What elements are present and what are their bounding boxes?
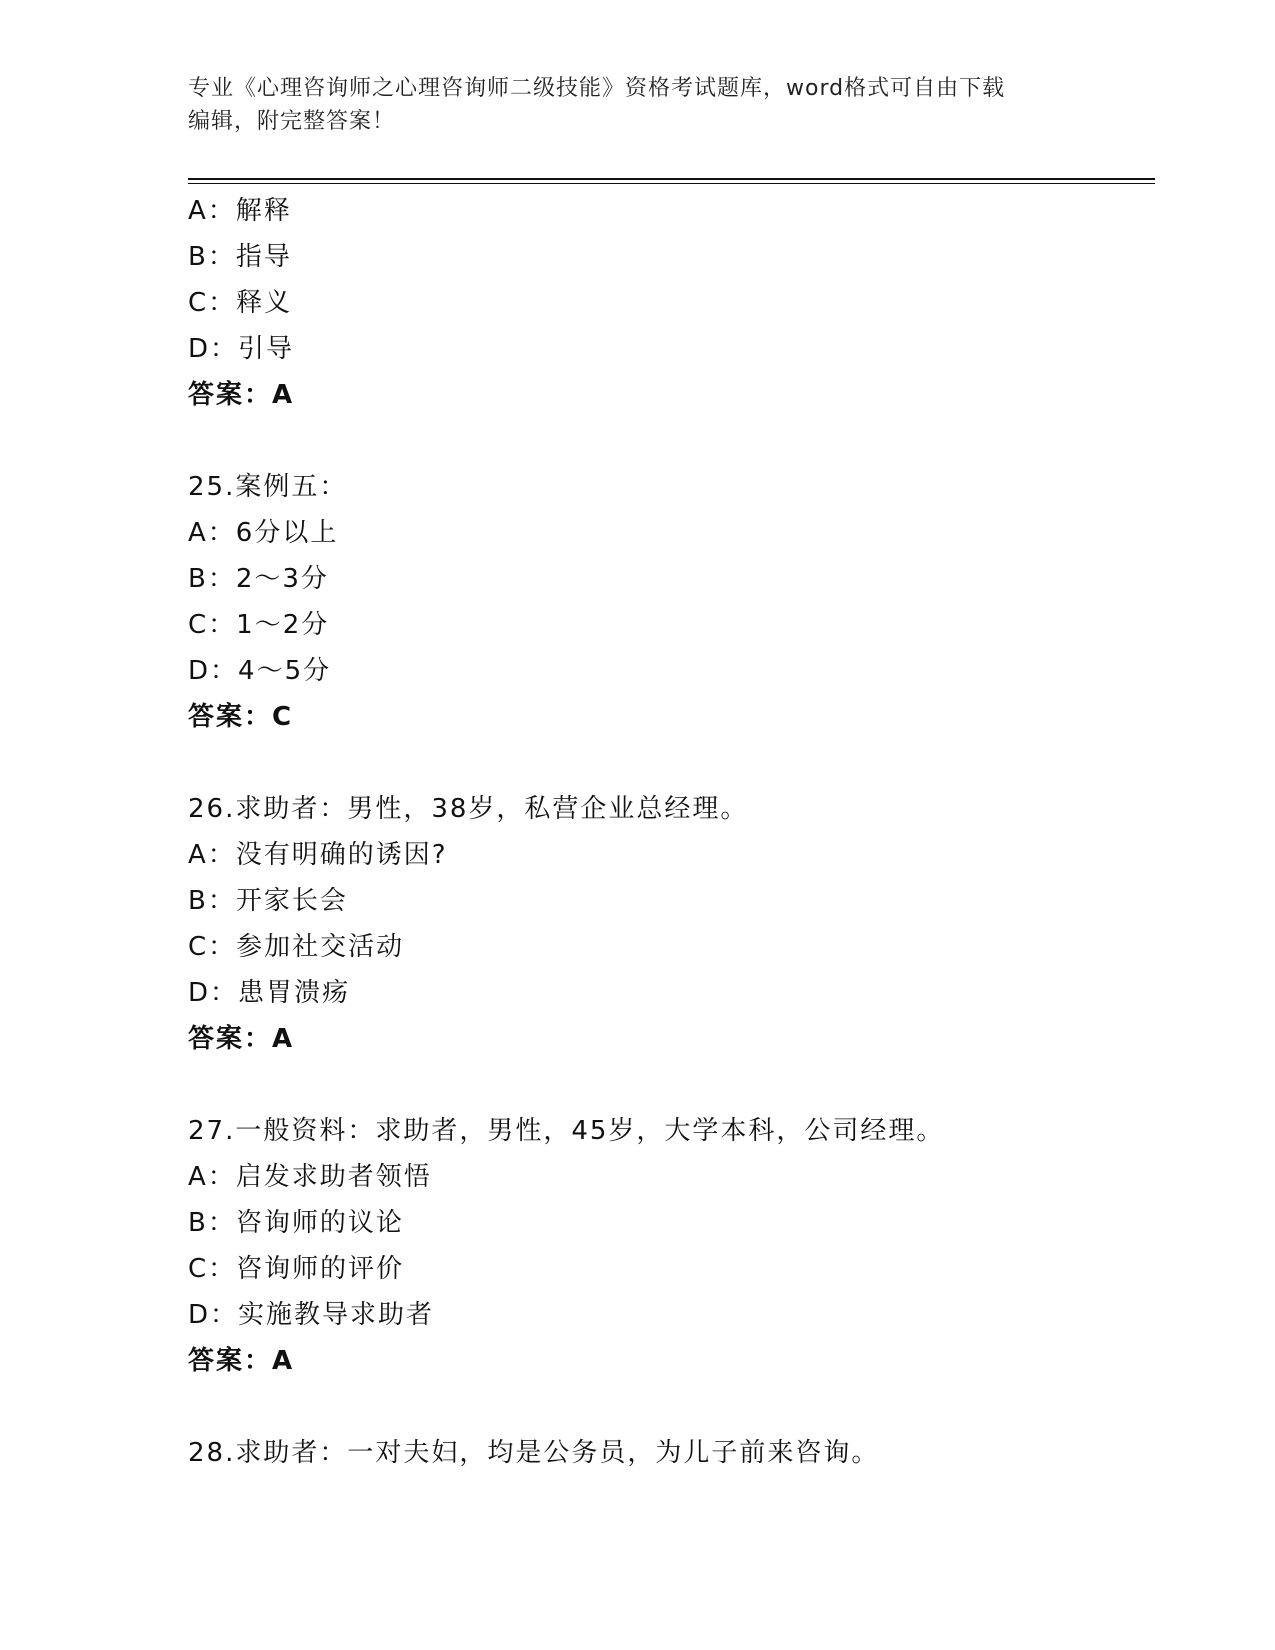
header-line-1: 专业《心理咨询师之心理咨询师二级技能》资格考试题库，word格式可自由下载 — [188, 76, 1006, 101]
answer-line: 答案：A — [188, 1346, 295, 1376]
header-divider-thin — [188, 183, 1155, 184]
header-line-2: 编辑，附完整答案！ — [188, 109, 396, 134]
question-stem: 25.案例五： — [188, 472, 348, 502]
option-a: A：解释 — [188, 196, 292, 226]
question-stem: 26.求助者：男性，38岁，私营企业总经理。 — [188, 794, 749, 824]
option-a: A：6分以上 — [188, 518, 339, 548]
option-a: A：启发求助者领悟 — [188, 1162, 432, 1192]
question-stem: 27.一般资料：求助者，男性，45岁，大学本科，公司经理。 — [188, 1116, 945, 1146]
question-25 — [188, 464, 1148, 740]
question-list — [188, 188, 1148, 1476]
question-28 — [188, 1430, 1148, 1476]
document-header — [188, 72, 1088, 138]
option-b: B：咨询师的议论 — [188, 1208, 404, 1238]
header-divider-thick — [188, 178, 1155, 180]
answer-line: 答案：C — [188, 702, 294, 732]
option-d: D：4～5分 — [188, 656, 332, 686]
option-c: C：参加社交活动 — [188, 932, 405, 962]
option-c: C：1～2分 — [188, 610, 330, 640]
option-b: B：2～3分 — [188, 564, 329, 594]
option-c: C：咨询师的评价 — [188, 1254, 405, 1284]
option-d: D：引导 — [188, 334, 295, 364]
question-27 — [188, 1108, 1148, 1384]
question-stem: 28.求助者：一对夫妇，均是公务员，为儿子前来咨询。 — [188, 1438, 880, 1468]
option-a: A：没有明确的诱因? — [188, 840, 448, 870]
question-26 — [188, 786, 1148, 1062]
option-b: B：开家长会 — [188, 886, 348, 916]
option-d: D：患胃溃疡 — [188, 978, 351, 1008]
question-block-continued — [188, 188, 1148, 418]
option-b: B：指导 — [188, 242, 292, 272]
answer-line: 答案：A — [188, 1024, 295, 1054]
option-c: C：释义 — [188, 288, 293, 318]
option-d: D：实施教导求助者 — [188, 1300, 435, 1330]
answer-line: 答案：A — [188, 380, 295, 410]
